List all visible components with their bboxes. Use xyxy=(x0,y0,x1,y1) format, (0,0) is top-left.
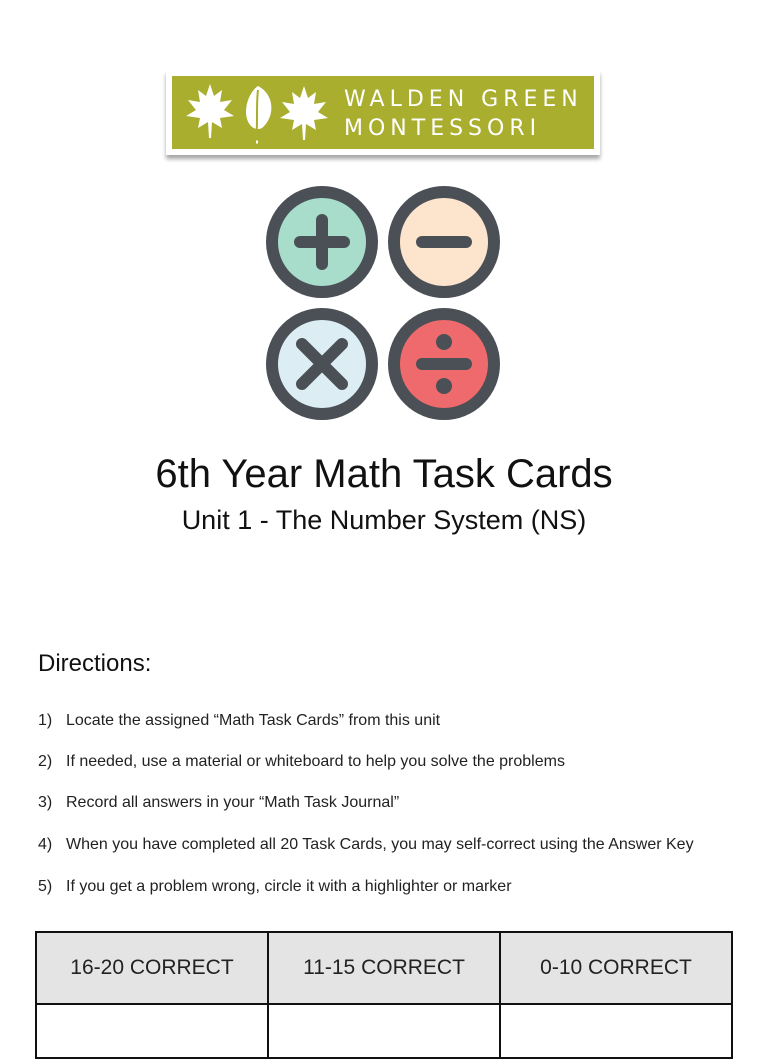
table-header-cell: 11-15 CORRECT xyxy=(268,932,500,1004)
table-cell xyxy=(36,1004,268,1058)
list-item-text: When you have completed all 20 Task Cards, you may self-correct using the Answer Key xyxy=(66,836,694,853)
logo-banner xyxy=(172,76,594,149)
logo-leaves xyxy=(182,80,332,146)
table-header-cell: 16-20 CORRECT xyxy=(36,932,268,1004)
list-item-text: Record all answers in your “Math Task Journal” xyxy=(66,794,400,811)
multiply-icon xyxy=(265,307,379,421)
table-row xyxy=(36,1004,732,1058)
table-cell xyxy=(500,1004,732,1058)
list-item-number: 1) xyxy=(38,712,53,729)
directions-heading: Directions: xyxy=(38,650,152,677)
list-item-text: If you get a problem wrong, circle it with a highlighter or marker xyxy=(66,878,512,895)
table-header-row xyxy=(36,932,732,1004)
list-item-number: 3) xyxy=(38,794,53,811)
table-cell xyxy=(268,1004,500,1058)
list-item-text: If needed, use a material or whiteboard to help you solve the problems xyxy=(66,753,565,770)
leaf-icon xyxy=(246,86,271,142)
minus-icon xyxy=(387,185,501,299)
list-item-text: Locate the assigned “Math Task Cards” from this unit xyxy=(66,712,441,729)
table-header-cell: 0-10 CORRECT xyxy=(500,932,732,1004)
list-item-number: 2) xyxy=(38,753,53,770)
divide-icon xyxy=(387,307,501,421)
page-title: 6th Year Math Task Cards xyxy=(155,452,613,496)
maple-leaf-icon xyxy=(186,84,234,138)
maple-leaf-icon xyxy=(280,86,328,140)
school-logo xyxy=(166,70,600,155)
page-subtitle: Unit 1 - The Number System (NS) xyxy=(181,505,587,535)
list-item-number: 4) xyxy=(38,836,53,853)
logo-text-line1: WALDEN GREEN xyxy=(344,87,583,112)
list-item-number: 5) xyxy=(38,878,53,895)
math-operations-graphic xyxy=(265,185,505,423)
logo-text-line2: MONTESSORI xyxy=(344,116,542,141)
score-table xyxy=(35,931,733,1059)
plus-icon xyxy=(265,185,379,299)
